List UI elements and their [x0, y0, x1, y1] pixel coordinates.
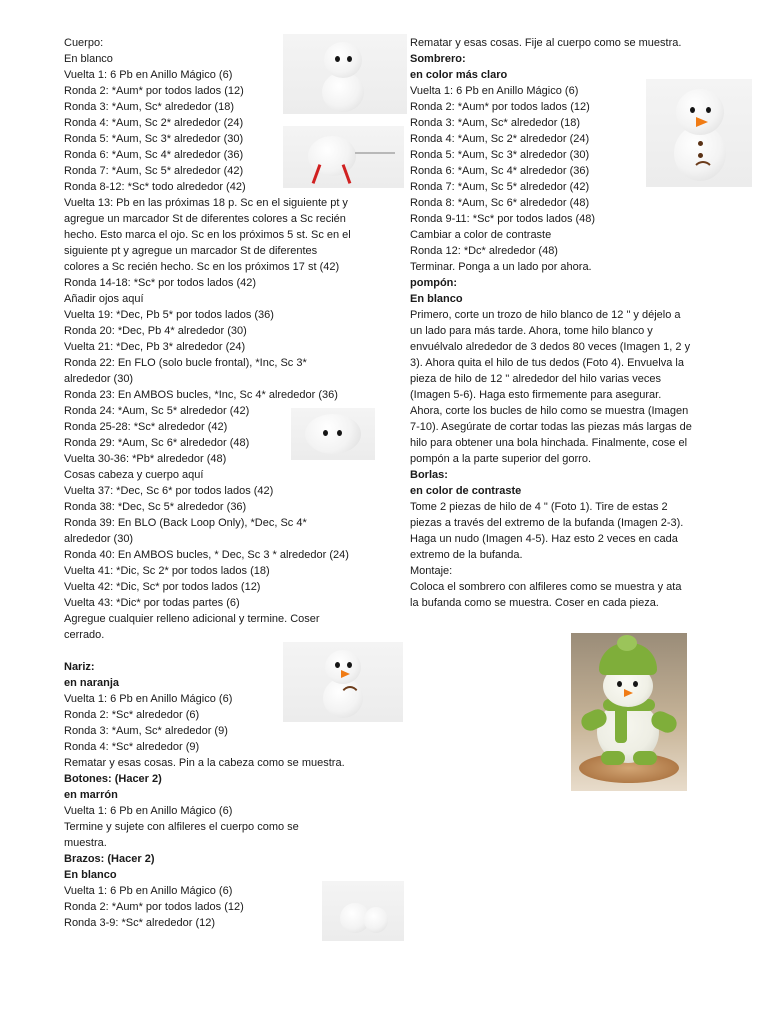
text-line: piezas a través del extremo de la bufanda (Imagen 2-3).	[410, 517, 684, 529]
head-ball-side	[305, 414, 361, 454]
right-eye	[706, 107, 711, 113]
pompom	[617, 635, 637, 651]
text-line: la bufanda como se muestra. Coser en cada pieza.	[410, 597, 659, 609]
text-line: hecho. Esto marca el ojo. Sc en los próximos 5 st. Sc en el	[64, 229, 351, 241]
right-eye	[633, 681, 638, 687]
button-top	[698, 141, 703, 146]
text-line: Vuelta 1: 6 Pb en Anillo Mágico (6)	[64, 885, 233, 897]
text-line: Rematar y esas cosas. Pin a la cabeza como se muestra.	[64, 757, 345, 769]
text-line: Terminar. Ponga a un lado por ahora.	[410, 261, 592, 273]
left-eye	[617, 681, 622, 687]
text-line: Ronda 3: *Aum, Sc* alrededor (9)	[64, 725, 228, 737]
text-line: Ronda 20: *Dec, Pb 4* alrededor (30)	[64, 325, 247, 337]
text-line: Ronda 12: *Dc* alrededor (48)	[410, 245, 558, 257]
text-line: Cambiar a color de contraste	[410, 229, 552, 241]
text-line: Montaje:	[410, 565, 453, 577]
nose-carrot	[341, 670, 350, 678]
text-line: Brazos: (Hacer 2)	[64, 853, 155, 865]
text-line: Ronda 7: *Aum, Sc 5* alrededor (42)	[64, 165, 244, 177]
text-line: Ronda 24: *Aum, Sc 5* alrededor (42)	[64, 405, 250, 417]
left-eye	[323, 430, 328, 436]
text-line: Vuelta 21: *Dec, Pb 3* alrededor (24)	[64, 341, 246, 353]
photo-arms	[322, 881, 404, 941]
text-line: Ronda 3-9: *Sc* alrededor (12)	[64, 917, 216, 929]
text-line: Ronda 4: *Aum, Sc 2* alrededor (24)	[64, 117, 244, 129]
text-line: Ronda 2: *Aum* por todos lados (12)	[410, 101, 590, 113]
scarf-tail	[615, 707, 627, 743]
text-line: Vuelta 41: *Dic, Sc 2* por todos lados (18)	[64, 565, 270, 577]
brown-thread	[339, 686, 361, 714]
text-line: Ronda 6: *Aum, Sc 4* alrededor (36)	[64, 149, 244, 161]
text-line: En blanco	[64, 869, 117, 881]
text-line: alrededor (30)	[64, 533, 134, 545]
nose-carrot	[624, 689, 633, 697]
text-line: Ronda 22: En FLO (solo bucle frontal), *Inc, Sc 3*	[64, 357, 307, 369]
text-line: Cuerpo:	[64, 37, 104, 49]
text-line: Agregue cualquier relleno adicional y termine. Coser	[64, 613, 320, 625]
text-line: Añadir ojos aquí	[64, 293, 144, 305]
head-ball	[325, 650, 361, 684]
left-eye	[690, 107, 695, 113]
text-line: Ronda 9-11: *Sc* por todos lados (48)	[410, 213, 596, 225]
text-line: Ronda 7: *Aum, Sc 5* alrededor (42)	[410, 181, 590, 193]
text-line: Ronda 2: *Sc* alrededor (6)	[64, 709, 200, 721]
text-line: Vuelta 1: 6 Pb en Anillo Mágico (6)	[64, 693, 233, 705]
text-line: Ronda 38: *Dec, Sc 5* alrededor (36)	[64, 501, 247, 513]
text-line: Ronda 2: *Aum* por todos lados (12)	[64, 901, 244, 913]
text-line: En blanco	[410, 293, 463, 305]
text-line: (Imagen 5-6). Haga esto firmemente para asegurar.	[410, 389, 662, 401]
left-eye	[335, 56, 340, 62]
head-ball	[324, 42, 362, 78]
right-eye	[347, 56, 352, 62]
text-line: Rematar y esas cosas. Fije al cuerpo como se muestra.	[410, 37, 682, 49]
text-line: Vuelta 43: *Dic* por todas partes (6)	[64, 597, 240, 609]
text-line: Ronda 5: *Aum, Sc 3* alrededor (30)	[410, 149, 590, 161]
text-line: Ronda 25-28: *Sc* alrededor (42)	[64, 421, 228, 433]
text-line: en color más claro	[410, 69, 508, 81]
text-line: Vuelta 30-36: *Pb* alrededor (48)	[64, 453, 227, 465]
photo-body-front	[283, 34, 407, 114]
photo-body-markers	[283, 126, 404, 188]
text-line: Vuelta 1: 6 Pb en Anillo Mágico (6)	[410, 85, 579, 97]
text-line: Vuelta 37: *Dec, Sc 6* por todos lados (42)	[64, 485, 274, 497]
text-line: alrededor (30)	[64, 373, 134, 385]
nose-carrot	[696, 117, 708, 127]
text-line: Cosas cabeza y cuerpo aquí	[64, 469, 204, 481]
photo-finished-snowman	[571, 633, 687, 791]
text-line: Ronda 6: *Aum, Sc 4* alrededor (36)	[410, 165, 590, 177]
leg-right	[633, 751, 657, 765]
text-line: muestra.	[64, 837, 107, 849]
text-line: extremo de la bufanda.	[410, 549, 523, 561]
text-line: en naranja	[64, 677, 120, 689]
text-line: Coloca el sombrero con alfileres como se muestra y ata	[410, 581, 682, 593]
arm-piece-right	[364, 907, 388, 933]
body-bottom-ball	[322, 72, 364, 112]
text-line: Ronda 29: *Aum, Sc 6* alrededor (48)	[64, 437, 250, 449]
text-line: Sombrero:	[410, 53, 466, 65]
text-line: envuélvalo alrededor de 3 dedos 80 veces (Imagen 1, 2 y	[410, 341, 691, 353]
text-line: Vuelta 42: *Dic, Sc* por todos lados (12)	[64, 581, 261, 593]
text-line: Primero, corte un trozo de hilo blanco de 12 " y déjelo a	[410, 309, 681, 321]
leg-left	[601, 751, 625, 765]
text-line: Vuelta 1: 6 Pb en Anillo Mágico (6)	[64, 805, 233, 817]
text-line: pieza de hilo de 12 " alrededor del hilo varias veces	[410, 373, 661, 385]
text-line: Ronda 8: *Aum, Sc 6* alrededor (48)	[410, 197, 590, 209]
photo-head-eyes	[291, 408, 375, 460]
text-line: Nariz:	[64, 661, 95, 673]
brown-thread	[692, 161, 714, 185]
text-line: siguiente pt y agregue un marcador St de diferentes	[64, 245, 318, 257]
needle	[355, 152, 395, 154]
text-line: Vuelta 19: *Dec, Pb 5* por todos lados (36)	[64, 309, 274, 321]
text-line: Ronda 40: En AMBOS bucles, * Dec, Sc 3 * alrededor (24)	[64, 549, 349, 561]
button-bottom	[698, 153, 703, 158]
photo-snowman-nose	[283, 642, 403, 722]
right-eye	[347, 662, 352, 668]
text-line: Ronda 5: *Aum, Sc 3* alrededor (30)	[64, 133, 244, 145]
text-line: Botones: (Hacer 2)	[64, 773, 162, 785]
text-line: Ronda 2: *Aum* por todos lados (12)	[64, 85, 244, 97]
text-line: Ronda 23: En AMBOS bucles, *Inc, Sc 4* alrededor (36)	[64, 389, 338, 401]
text-line: Ronda 4: *Sc* alrededor (9)	[64, 741, 200, 753]
text-line: Ronda 14-18: *Sc* por todos lados (42)	[64, 277, 257, 289]
text-line: un lado para más tarde. Ahora, tome hilo blanco y	[410, 325, 653, 337]
text-line: Ronda 39: En BLO (Back Loop Only), *Dec, Sc 4*	[64, 517, 307, 529]
text-line: en marrón	[64, 789, 118, 801]
text-line: cerrado.	[64, 629, 105, 641]
text-line: Termine y sujete con alfileres el cuerpo como se	[64, 821, 299, 833]
text-line: En blanco	[64, 53, 113, 65]
text-line: colores a Sc recién hecho. Sc en los próximos 17 st (42)	[64, 261, 340, 273]
text-line: Borlas:	[410, 469, 448, 481]
head-ball	[676, 89, 724, 135]
text-line: Haga un nudo (Imagen 4-5). Haz esto 2 veces en cada	[410, 533, 678, 545]
text-line: Tome 2 piezas de hilo de 4 " (Foto 1). Tire de estas 2	[410, 501, 668, 513]
left-eye	[335, 662, 340, 668]
text-line: Ronda 3: *Aum, Sc* alrededor (18)	[64, 101, 234, 113]
text-line: Ronda 3: *Aum, Sc* alrededor (18)	[410, 117, 580, 129]
text-line: Vuelta 1: 6 Pb en Anillo Mágico (6)	[64, 69, 233, 81]
text-line: 7-10). Asegúrate de cortar todas las piezas más largas de	[410, 421, 692, 433]
text-line: Ahora, corte los bucles de hilo como se muestra (Imagen	[410, 405, 689, 417]
text-line: Ronda 8-12: *Sc* todo alrededor (42)	[64, 181, 246, 193]
text-line: pompón:	[410, 277, 458, 289]
text-line: 3). Ahora quita el hilo de tus dedos (Foto 4). Envuelva la	[410, 357, 684, 369]
photo-snowman-buttons	[646, 79, 752, 187]
text-line: Ronda 4: *Aum, Sc 2* alrededor (24)	[410, 133, 590, 145]
right-eye	[337, 430, 342, 436]
text-line: Vuelta 13: Pb en las próximas 18 p. Sc en el siguiente pt y	[64, 197, 348, 209]
text-line: pompón a la parte superior del gorro.	[410, 453, 591, 465]
text-line: agregue un marcador St de diferentes colores a Sc recién	[64, 213, 346, 225]
text-line: hilo para obtener una bola hinchada. Finalmente, cose el	[410, 437, 688, 449]
text-line: en color de contraste	[410, 485, 522, 497]
